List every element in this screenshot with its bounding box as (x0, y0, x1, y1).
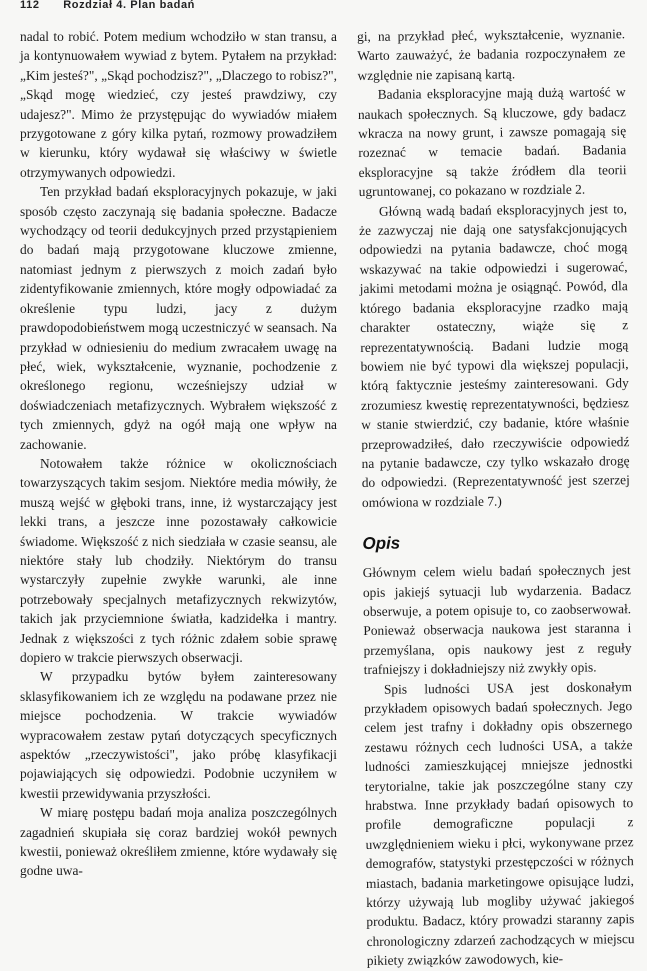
left-paragraph-3: Notowałem także różnice w okolicznościach towarzyszących takim sesjom. Niektóre media mówiły, że muszą wejść w głęboki trans, inne, iż wystarczający jest lekki trans, a jeszcze inne pozostawały całkowicie świadome. Większość z nich siedziała w czasie seansu, ale niektóre stały lub chodziły. Niektórym do transu wystarczyły zupełnie zwykłe warunki, ale inne potrzebowały specjalnych metafizycznych rekwizytów, takich jak przyciemnione światła, kadzidełka i mantry. Jednak z większości z tych różnic zdałem sobie sprawę dopiero w trakcie pierwszych obserwacji. (20, 455, 337, 665)
right-paragraph-2: Badania eksploracyjne mają dużą wartość w naukach społecznych. Są kluczowe, gdy badacz wkracza na nowy grunt, i zawsze pomagają się rozeznać w temacie badań. Badania eksploracyjne są także źródłem dla teorii ugruntowanej, co pokazano w rozdziale 2. (357, 84, 627, 200)
left-paragraph-1: nadal to robić. Potem medium wchodziło w stan transu, a ja kontynuowałem wywiad z bytem. Pytałem na przykład: „Kim jesteś?", „Skąd pochodzisz?", „Dlaczego to robisz?", „Skąd mogę wiedzieć, czy jesteś prawdziwy, czy udajesz?". Mimo że przystępując do wywiadów miałem przygotowane z góry kilka pytań, rozmowy prowadziłem w kierunku, który wydawał się właściwy w świetle otrzymywanych odpowiedzi. (20, 29, 337, 180)
left-paragraph-5: W miarę postępu badań moja analiza poszczególnych zagadnień skupiała się coraz bardziej wokół pewnych kwestii, ponieważ określiłem zmienne, które wydawały się godne uwa- (20, 805, 337, 879)
left-column (20, 27, 337, 881)
right-paragraph-3: Główną wadą badań eksploracyjnych jest to, że zazwyczaj nie dają one satysfakcjonujących odpowiedzi na pytania badawcze, choć mogą wskazywać na takie odpowiedzi i sugerować, jakimi metodami można je osiągnąć. Powód, dla którego badania eksploracyjne rzadko mają charakter ostateczny, wiąże się z reprezentatywnością. Badani ludzie mogą bowiem nie być typowi dla większej populacji, którą faktycznie jesteśmy zainteresowani. Gdy zrozumiesz kwestię reprezentatywności, będziesz w stanie stwierdzić, czy badanie, które właśnie przeprowadziłeś, dało rzeczywiście odpowiedź na pytanie badawcze, czy tylko wskazało drogę do odpowiedzi. (Reprezentatywność jest szerzej omówiona w rozdziale 7.) (359, 200, 630, 510)
right-paragraph-1: gi, na przykład płeć, wykształcenie, wyznanie. Warto zauważyć, że badania rozpoczynałem ze względnie nie zapisaną kartą. (357, 26, 626, 83)
page-number: 112 (20, 0, 40, 11)
section-heading-opis: Opis (362, 533, 401, 554)
opis-paragraph-1: Głównym celem wielu badań społecznych jest opis jakiejś sytuacji lub wydarzenia. Badacz obserwuje, a potem opisuje to, co zaobserwował. Ponieważ obserwacja naukowa jest staranna i przemyślana, opis naukowy jest z reguły trafniejszy i dokładniejszy niż zwykły opis. (362, 562, 632, 678)
left-paragraph-4: W przypadku bytów byłem zainteresowany sklasyfikowaniem ich ze względu na podawane przez nie miejsce pochodzenia. W trakcie wywiadów wypracowałem zestaw pytań dotyczących specyficznych aspektów „rzeczywistości", jako próbę klasyfikacji pojawiających się odpowiedzi. Podobnie uczyniłem w kwestii przewidywania przyszłości. (20, 669, 337, 801)
running-title: Rozdział 4. Plan badań (63, 0, 195, 11)
running-header (20, 0, 340, 14)
left-paragraph-2: Ten przykład badań eksploracyjnych pokazuje, w jaki sposób często zaczynają się badania społeczne. Badacze wychodzący od teorii dedukcyjnych przed przystąpieniem do badań mają przygotowane kluczowe zmienne, natomiast jednym z pierwszych z moich zadań było zidentyfikowanie zmiennych, które mogły odpowiadać za określenie typu ludzi, jacy z dużym prawdopodobieństwem mogą uczestniczyć w seansach. Na przykład w odniesieniu do medium zwracałem uwagę na płeć, wiek, wykształcenie, wyznanie, pochodzenie z określonego regionu, wcześniejszy udział w doświadczeniach metafizycznych. Wybrałem większość z tych zmiennych, gdyż na ogół mają one wpływ na zachowanie. (20, 184, 337, 452)
opis-paragraph-2: Spis ludności USA jest doskonałym przykładem opisowych badań społecznych. Jego celem jest trafny i dokładny opis obszernego zestawu różnych cech ludności USA, a także ludności zamieszkującej mniejsze jednostki terytorialne, takie jak poszczególne stany czy hrabstwa. Inne przykłady badań opisowych to profile demograficzne populacji z uwzględnieniem wieku i płci, wykonywane przez demografów, statystyki przestępczości w różnych miastach, badania marketingowe opisujące ludzi, którzy używają lub mogliby używać jakiegoś produktu. Badacz, który prowadzi staranny zapis chronologiczny zdarzeń zachodzących w miejscu pikiety związków zawodowych, kie- (364, 678, 635, 969)
right-column (357, 24, 635, 970)
